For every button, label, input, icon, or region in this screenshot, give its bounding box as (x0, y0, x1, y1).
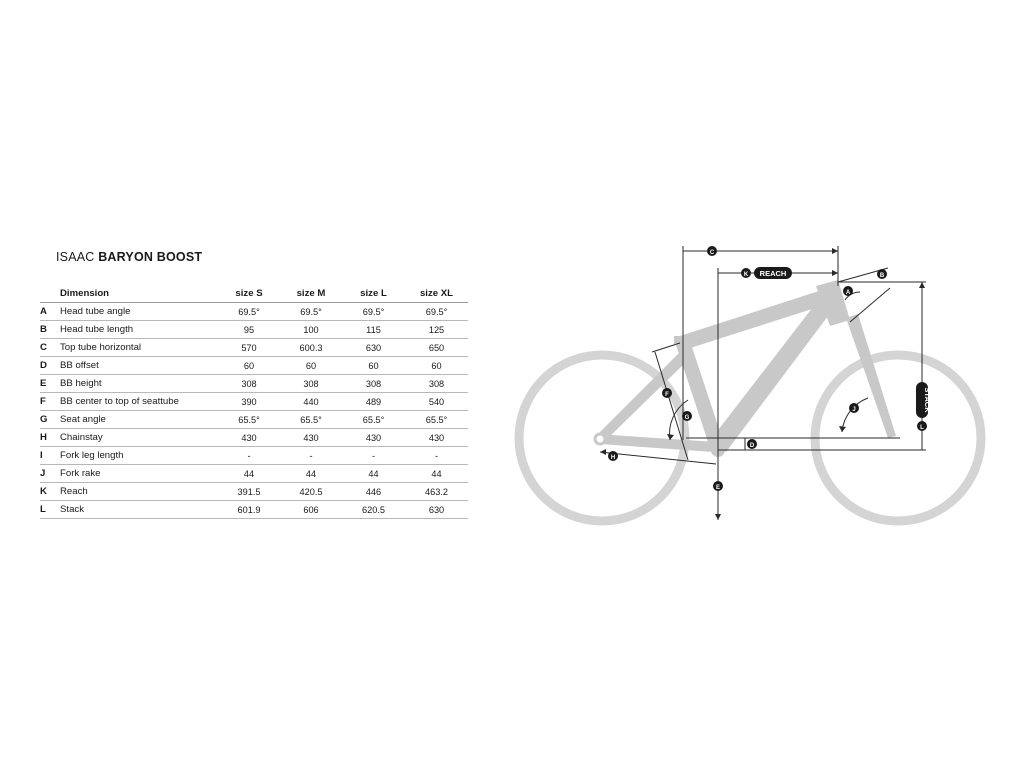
row-size-m-value: 440 (280, 393, 342, 411)
label-l-badge (917, 421, 927, 431)
reach-label: REACH (759, 269, 787, 278)
row-size-s-value: 60 (218, 357, 280, 375)
dim-j-arc (842, 398, 868, 432)
row-key: G (40, 411, 60, 429)
label-j-text: J (852, 407, 856, 413)
row-size-s-value: 308 (218, 375, 280, 393)
row-size-xl-value: 540 (405, 393, 468, 411)
row-size-s-value: 430 (218, 429, 280, 447)
row-size-l-value: - (342, 447, 405, 465)
row-dimension-name: Stack (60, 501, 218, 519)
header-dimension: Dimension (60, 284, 218, 303)
row-dimension-name: BB center to top of seattube (60, 393, 218, 411)
row-size-s-value: 601.9 (218, 501, 280, 519)
row-size-xl-value: 65.5° (405, 411, 468, 429)
model-name: BARYON BOOST (98, 250, 203, 264)
row-size-l-value: 69.5° (342, 303, 405, 321)
label-b-text: B (879, 273, 885, 279)
rear-dropout (595, 434, 605, 444)
label-b-badge (877, 269, 887, 279)
label-l-text: L (920, 425, 924, 431)
row-key: J (40, 465, 60, 483)
dim-f-top-ext (652, 343, 680, 352)
row-dimension-name: BB height (60, 375, 218, 393)
label-f-text: F (665, 392, 669, 398)
row-size-s-value: 65.5° (218, 411, 280, 429)
brand-name: ISAAC (56, 250, 95, 264)
row-size-l-value: 630 (342, 339, 405, 357)
row-size-xl-value: - (405, 447, 468, 465)
row-dimension-name: Seat angle (60, 411, 218, 429)
label-e-text: E (715, 485, 721, 491)
row-size-m-value: 60 (280, 357, 342, 375)
row-size-l-value: 65.5° (342, 411, 405, 429)
row-size-m-value: 420.5 (280, 483, 342, 501)
label-a-text: A (845, 290, 851, 296)
row-key: L (40, 501, 60, 519)
row-size-xl-value: 463.2 (405, 483, 468, 501)
chain-stay (596, 434, 716, 452)
row-key: C (40, 339, 60, 357)
header-size-xl: size XL (405, 284, 468, 303)
row-key: E (40, 375, 60, 393)
row-size-xl-value: 650 (405, 339, 468, 357)
row-size-m-value: 69.5° (280, 303, 342, 321)
label-j-badge (849, 403, 859, 413)
row-key: I (40, 447, 60, 465)
label-d-badge (747, 439, 757, 449)
reach-badge (754, 267, 792, 279)
label-e-badge (713, 481, 723, 491)
row-key: A (40, 303, 60, 321)
row-size-xl-value: 69.5° (405, 303, 468, 321)
row-size-l-value: 430 (342, 429, 405, 447)
row-size-xl-value: 430 (405, 429, 468, 447)
row-dimension-name: Top tube horizontal (60, 339, 218, 357)
label-k-badge (741, 268, 751, 278)
label-f-badge (662, 388, 672, 398)
label-a-badge (843, 286, 853, 296)
row-size-l-value: 60 (342, 357, 405, 375)
header-size-l: size L (342, 284, 405, 303)
row-size-m-value: 600.3 (280, 339, 342, 357)
row-size-l-value: 446 (342, 483, 405, 501)
row-size-l-value: 620.5 (342, 501, 405, 519)
row-key: B (40, 321, 60, 339)
row-size-l-value: 115 (342, 321, 405, 339)
row-size-s-value: 391.5 (218, 483, 280, 501)
label-c-badge (707, 246, 717, 256)
row-key: H (40, 429, 60, 447)
row-size-xl-value: 630 (405, 501, 468, 519)
row-size-m-value: 308 (280, 375, 342, 393)
seatpost-clamp (674, 336, 686, 344)
stack-label: STACK (923, 387, 932, 413)
fork (846, 314, 896, 438)
label-d-text: D (749, 443, 755, 449)
row-size-m-value: 606 (280, 501, 342, 519)
label-g-text: G (684, 415, 690, 421)
dim-b-bottom (850, 288, 890, 322)
label-c-text: C (709, 250, 715, 256)
row-size-m-value: 65.5° (280, 411, 342, 429)
row-size-m-value: 44 (280, 465, 342, 483)
row-size-s-value: 69.5° (218, 303, 280, 321)
row-size-m-value: 100 (280, 321, 342, 339)
row-key: K (40, 483, 60, 501)
row-key: F (40, 393, 60, 411)
row-size-xl-value: 308 (405, 375, 468, 393)
row-size-xl-value: 44 (405, 465, 468, 483)
row-key: D (40, 357, 60, 375)
row-size-xl-value: 125 (405, 321, 468, 339)
stack-badge (916, 382, 932, 418)
row-size-m-value: 430 (280, 429, 342, 447)
label-k-text: K (743, 272, 749, 278)
row-size-s-value: 95 (218, 321, 280, 339)
row-size-s-value: - (218, 447, 280, 465)
label-h-text: H (610, 455, 616, 461)
row-size-s-value: 570 (218, 339, 280, 357)
row-dimension-name: Head tube angle (60, 303, 218, 321)
label-g-badge (682, 411, 692, 421)
header-size-s: size S (218, 284, 280, 303)
row-size-l-value: 44 (342, 465, 405, 483)
row-dimension-name: Fork rake (60, 465, 218, 483)
row-dimension-name: Chainstay (60, 429, 218, 447)
label-h-badge (608, 451, 618, 461)
row-dimension-name: Head tube length (60, 321, 218, 339)
row-dimension-name: Reach (60, 483, 218, 501)
row-size-l-value: 489 (342, 393, 405, 411)
row-size-m-value: - (280, 447, 342, 465)
row-dimension-name: Fork leg length (60, 447, 218, 465)
row-size-s-value: 390 (218, 393, 280, 411)
header-size-m: size M (280, 284, 342, 303)
row-dimension-name: BB offset (60, 357, 218, 375)
row-size-xl-value: 60 (405, 357, 468, 375)
row-size-s-value: 44 (218, 465, 280, 483)
row-size-l-value: 308 (342, 375, 405, 393)
